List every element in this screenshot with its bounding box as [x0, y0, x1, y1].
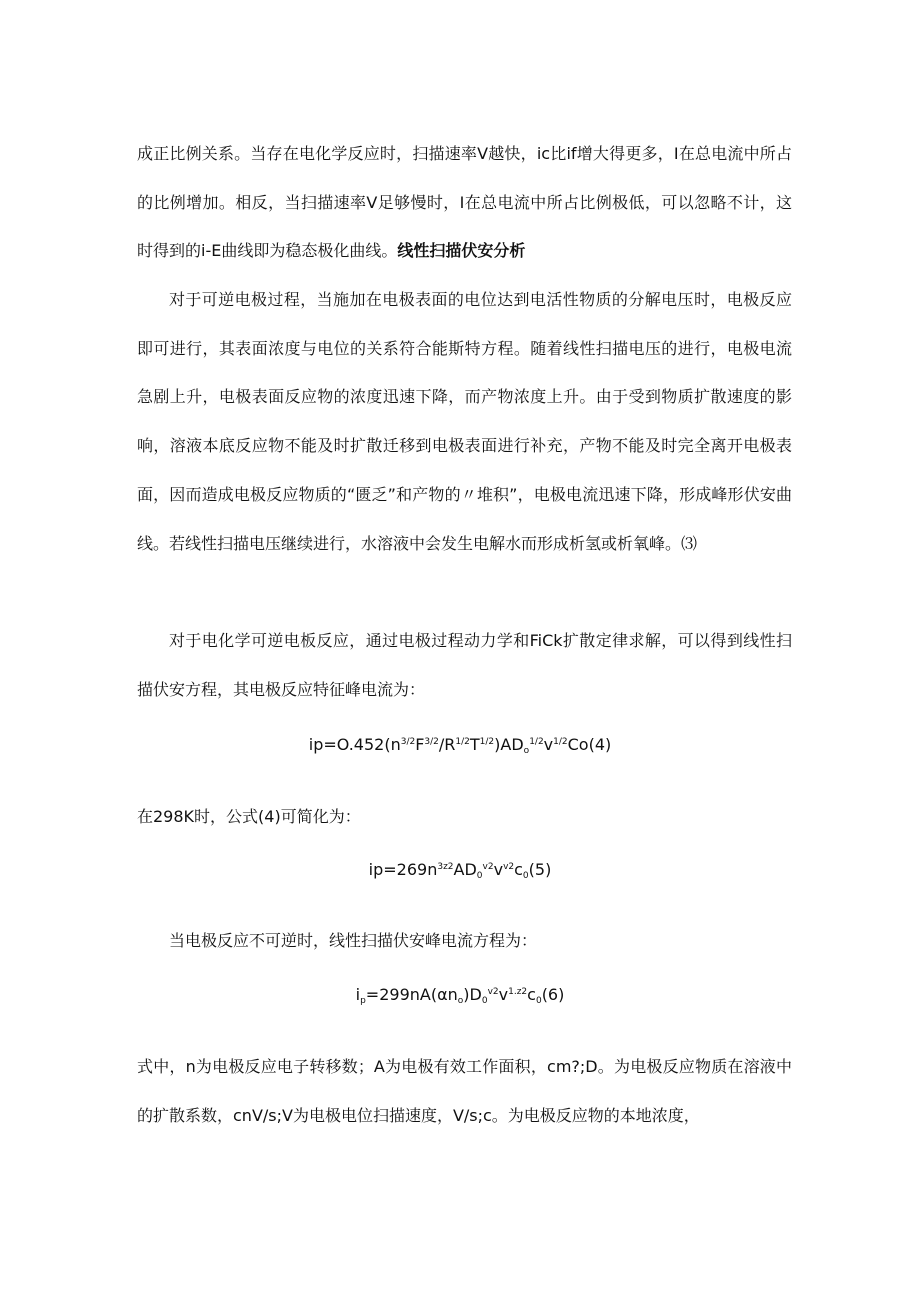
formula-6: $i_p=299nA(\alpha n_o)D_0^{v2}v^{1.z2}c_0(6)$ [355, 985, 565, 1006]
line-irreversible-intro: 当电极反应不可逆时，线性扫描伏安峰电流方程为： [169, 931, 538, 950]
section-heading-linear-sweep: 线性扫描伏安分析 [397, 241, 526, 261]
paragraph-reversible-process: 对于可逆电极过程，当施加在电极表面的电位达到电活性物质的分解电压时，电极反应即可进行，其表面浓度与电位的关系符合能斯特方程。随着线性扫描电压的进行，电极电流急剧上升，电极表面反应物的浓度迅速下降，而产物浓度上升。由于受到物质扩散速度的影响，溶液本底反应物不能及时扩散迁移到电极表面进行补充，产物不能及时完全离开电极表面，因而造成电极反应物质的“匮乏”和产物的〃堆积”，电极电流迅速下降，形成峰形伏安曲线。若线性扫描电压继续进行，水溶液中会发生电解水而形成析氢或析氧峰。⑶ [137, 290, 792, 553]
formula-5: $ip=269n^{3z2}AD_0^{v2}v^{v2}c_0(5)$ [368, 860, 552, 881]
paragraph-steady-state-text: 成正比例关系。当存在电化学反应时，扫描速率V越快，ic比if增大得更多，I在总电流中所占的比例增加。相反，当扫描速率V足够慢时，I在总电流中所占比例极低，可以忽略不计，这时得到的i-E曲线即为稳态极化曲线。 [137, 144, 792, 261]
paragraph-steady-state [137, 130, 792, 276]
formula-4: $ip=O.452(n^{3/2}F^{3/2}/R^{1/2}T^{1/2})AD_o^{1/2}v^{1/2}Co(4)$ [308, 735, 612, 756]
paragraph-variable-definitions: 式中，n为电极反应电子转移数；A为电极有效工作面积，cm?;D。为电极反应物质在溶液中的扩散系数，cnV/s;V为电极电位扫描速度，V/s;c。为电极反应物的本地浓度， [137, 1057, 792, 1125]
paragraph-peak-current-intro: 对于电化学可逆电板反应，通过电极过程动力学和FiCk扩散定律求解，可以得到线性扫描伏安方程，其电极反应特征峰电流为： [137, 631, 792, 699]
line-298k-simplification: 在298K时，公式(4)可简化为： [137, 807, 361, 826]
